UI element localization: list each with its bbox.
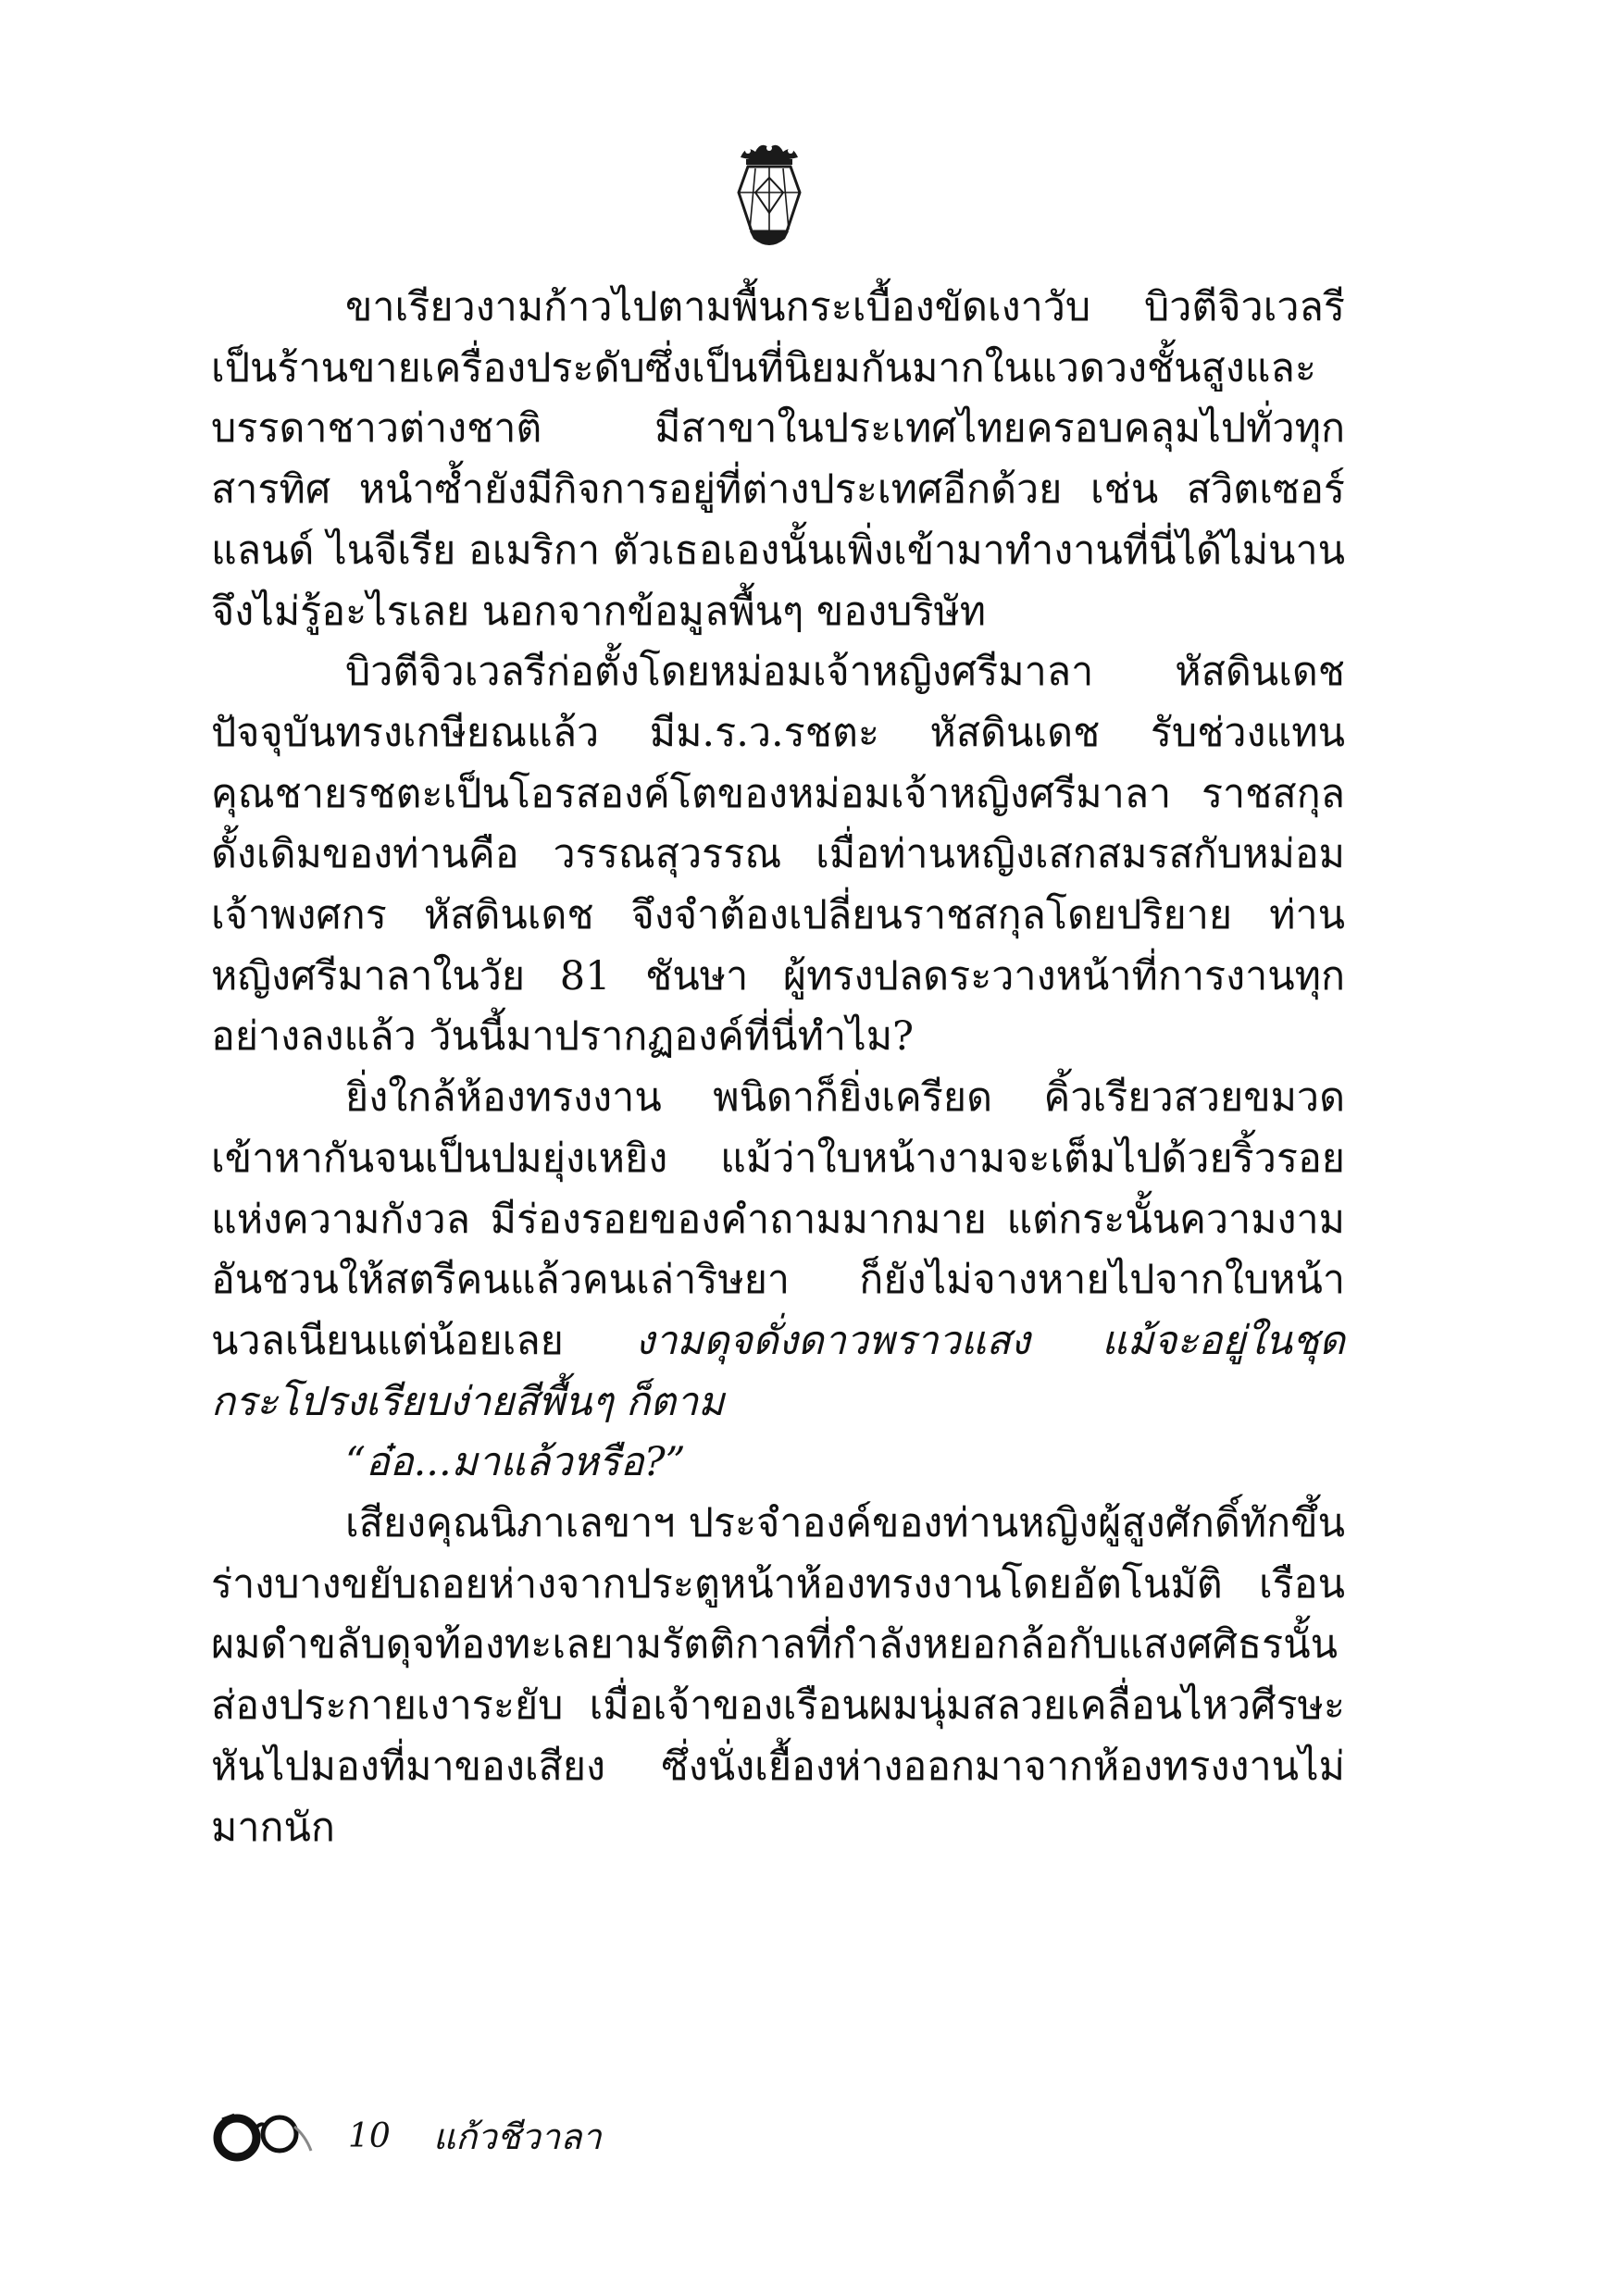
main-text: [211, 278, 1345, 1858]
page-footer: [209, 2108, 602, 2164]
page-number: 10: [348, 2116, 391, 2155]
paragraph-2: บิวตีจิวเวลรีก่อตั้งโดยหม่อมเจ้าหญิงศรีมาลา หัสดินเดช ปัจจุบันทรงเกษียณแล้ว มีม.ร.ว.รชตะ หัสดินเดช รับช่วงแทน คุณชายรชตะเป็นโอรสองค์โตของหม่อมเจ้าหญิงศรีมาลา ราชสกุลดั้งเดิมของท่านคือ วรรณสุวรรณ เมื่อท่านหญิงเสกสมรสกับหม่อมเจ้าพงศกร หัสดินเดช จึงจำต้องเปลี่ยนราชสกุลโดยปริยาย ท่านหญิงศรีมาลาในวัย 81 ชันษา ผู้ทรงปลดระวางหน้าที่การงานทุกอย่างลงแล้ว วันนี้มาปรากฏองค์ที่นี่ทำไม?: [211, 649, 1345, 1061]
dialogue-quote: “อ๋อ...มาแล้วหรือ?”: [345, 1439, 686, 1486]
paragraph-3-text: ยิ่งใกล้ห้องทรงงาน พนิดาก็ยิ่งเครียด คิ้วเรียวสวยขมวดเข้าหากันจนเป็นปมยุ่งเหยิง แม้ว่าใบหน้างามจะเต็มไปด้วยริ้วรอยแห่งความกังวล มีร่องรอยของคำถามมากมาย แต่กระนั้นความงามอันชวนให้สตรีคนแล้วคนเล่าริษยา ก็ยังไม่จางหายไปจากใบหน้านวลเนียนแต่น้อยเลย: [211, 1074, 1345, 1364]
lantern-ornament-icon: [729, 139, 809, 250]
paragraph-3-italic: งามดุจดั่งดาวพราวแสง แม้จะอยู่ในชุดกระโปรงเรียบง่ายสีพื้นๆ ก็ตาม: [211, 1317, 1345, 1425]
paragraph-1: ขาเรียวงามก้าวไปตามพื้นกระเบื้องขัดเงาวับ บิวตีจิวเวลรีเป็นร้านขายเครื่องประดับซึ่งเป็นที่นิยมกันมากในแวดวงชั้นสูงและบรรดาชาวต่างชาติ มีสาขาในประเทศไทยครอบคลุมไปทั่วทุกสารทิศ หนำซ้ำยังมีกิจการอยู่ที่ต่างประเทศอีกด้วย เช่น สวิตเซอร์แลนด์ ไนจีเรีย อเมริกา ตัวเธอเองนั้นเพิ่งเข้ามาทำงานที่นี่ได้ไม่นาน จึงไม่รู้อะไรเลย นอกจากข้อมูลพื้นๆ ของบริษัท: [211, 284, 1345, 635]
handcuffs-icon: [209, 2108, 318, 2164]
book-title: แก้วชีวาลา: [432, 2116, 602, 2157]
paragraph-4: เสียงคุณนิภาเลขาฯ ประจำองค์ของท่านหญิงผู้สูงศักดิ์ทักขึ้น ร่างบางขยับถอยห่างจากประตูหน้าห้องทรงงานโดยอัตโนมัติ เรือนผมดำขลับดุจท้องทะเลยามรัตติกาลที่กำลังหยอกล้อกับแสงศศิธรนั้นส่องประกายเงาระยับ เมื่อเจ้าของเรือนผมนุ่มสลวยเคลื่อนไหวศีรษะหันไปมองที่มาของเสียง ซึ่งนั่งเยื้องห่างออกมาจากห้องทรงงานไม่มากนัก: [211, 1500, 1345, 1851]
paragraph-3: [211, 1068, 1345, 1433]
